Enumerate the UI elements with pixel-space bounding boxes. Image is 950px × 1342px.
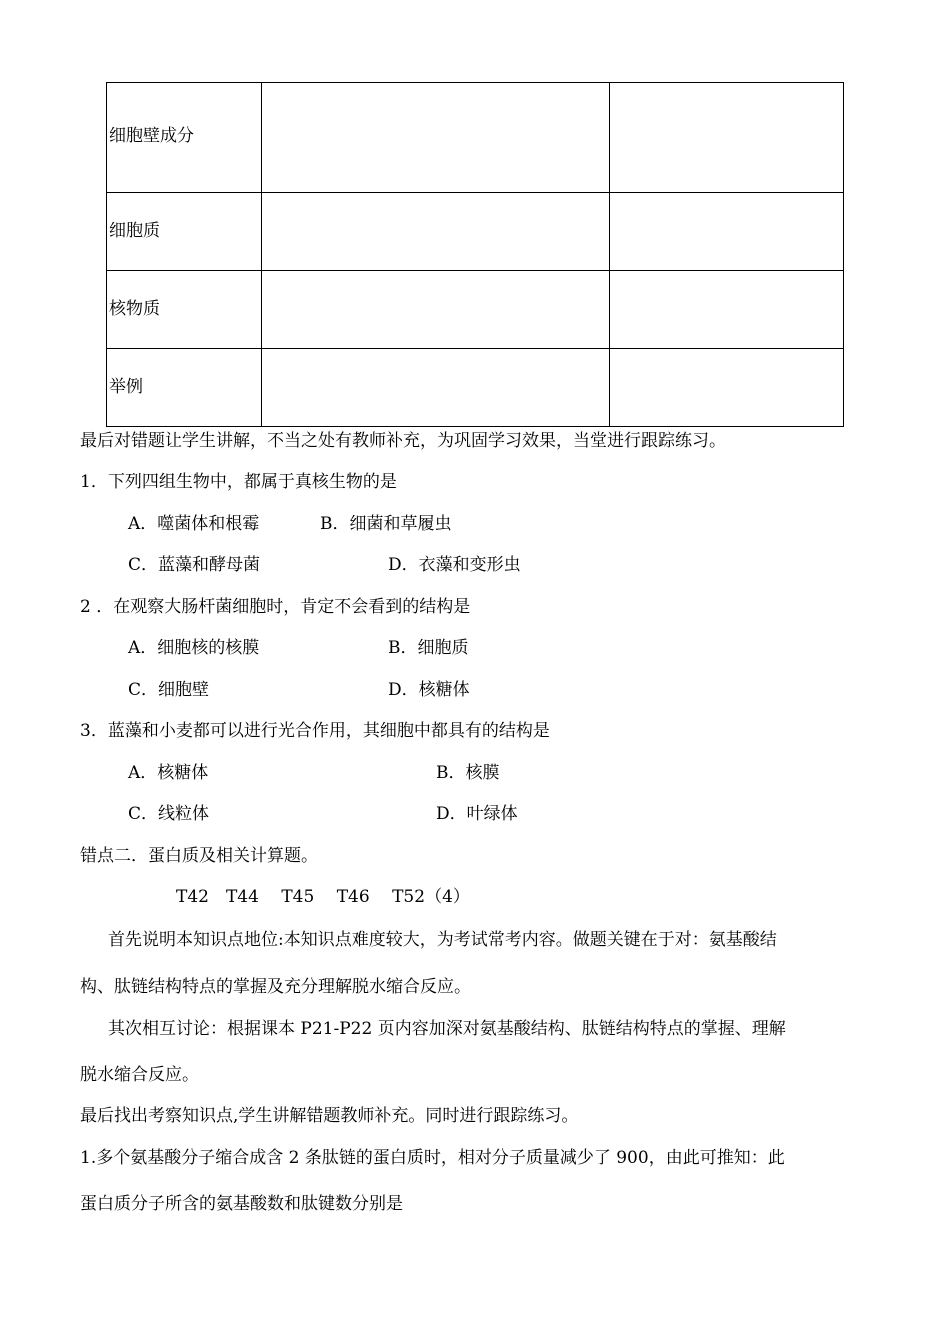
empty-cell — [262, 83, 610, 193]
paragraph-2-line-1: 其次相互讨论：根据课本 P21-P22 页内容加深对氨基酸结构、肽链结构特点的掌握、理解 — [108, 1019, 786, 1039]
comparison-table — [106, 82, 844, 427]
row-label-cell — [107, 193, 262, 271]
table-row — [107, 349, 844, 427]
empty-cell — [262, 271, 610, 349]
q2-option-a: A．细胞核的核膜 — [128, 638, 260, 658]
table-row — [107, 193, 844, 271]
topic-list: T42 T44 T45 T46 T52（4） — [176, 887, 470, 907]
table-row — [107, 83, 844, 193]
question-4-line-2: 蛋白质分子所含的氨基酸数和肽键数分别是 — [80, 1194, 403, 1214]
row-label: 细胞质 — [109, 221, 160, 241]
empty-cell — [610, 271, 844, 349]
q1-option-c: C．蓝藻和酵母菌 — [128, 555, 261, 575]
q3-option-d: D．叶绿体 — [436, 804, 518, 824]
row-label: 举例 — [109, 377, 143, 397]
q3-option-c: C．线粒体 — [128, 804, 210, 824]
q2-option-c: C．细胞壁 — [128, 680, 210, 700]
paragraph-3: 最后找出考察知识点,学生讲解错题教师补充。同时进行跟踪练习。 — [80, 1106, 579, 1126]
question-1-stem: 1．下列四组生物中，都属于真核生物的是 — [80, 472, 397, 492]
q3-option-b: B．核膜 — [436, 763, 500, 783]
row-label: 细胞壁成分 — [109, 126, 194, 146]
row-label-cell — [107, 271, 262, 349]
paragraph-1-line-1: 首先说明本知识点地位:本知识点难度较大，为考试常考内容。做题关键在于对：氨基酸结 — [108, 930, 777, 950]
empty-cell — [610, 83, 844, 193]
q3-option-a: A．核糖体 — [128, 763, 209, 783]
question-2-stem: 2 ．在观察大肠杆菌细胞时，肯定不会看到的结构是 — [80, 597, 471, 617]
q2-option-d: D．核糖体 — [388, 680, 470, 700]
q1-option-d: D．衣藻和变形虫 — [388, 555, 521, 575]
question-4-line-1: 1.多个氨基酸分子缩合成含 2 条肽链的蛋白质时，相对分子质量减少了 900，由此可推知：此 — [80, 1148, 785, 1168]
empty-cell — [262, 193, 610, 271]
empty-cell — [610, 349, 844, 427]
row-label-cell — [107, 83, 262, 193]
question-3-stem: 3．蓝藻和小麦都可以进行光合作用，其细胞中都具有的结构是 — [80, 721, 550, 741]
intro-paragraph: 最后对错题让学生讲解，不当之处有教师补充，为巩固学习效果，当堂进行跟踪练习。 — [80, 431, 726, 451]
empty-cell — [262, 349, 610, 427]
table-row — [107, 271, 844, 349]
row-label: 核物质 — [109, 299, 160, 319]
row-label-cell — [107, 349, 262, 427]
q2-option-b: B．细胞质 — [388, 638, 469, 658]
paragraph-2-line-2: 脱水缩合反应。 — [80, 1065, 199, 1085]
empty-cell — [610, 193, 844, 271]
q1-option-b: B．细菌和草履虫 — [320, 514, 452, 534]
error-point-heading: 错点二．蛋白质及相关计算题。 — [80, 846, 318, 866]
paragraph-1-line-2: 构、肽链结构特点的掌握及充分理解脱水缩合反应。 — [80, 977, 471, 997]
q1-option-a: A．噬菌体和根霉 — [128, 514, 260, 534]
